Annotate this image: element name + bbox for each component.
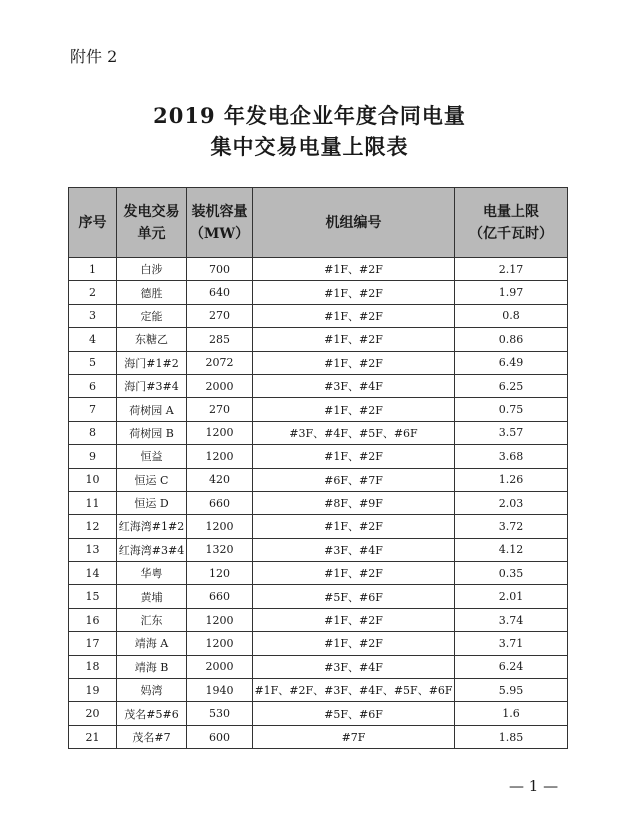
trading-unit-cell: 茂名#7 [117, 725, 187, 748]
table-row [69, 304, 568, 327]
energy-limit-cell: 2.17 [455, 258, 568, 281]
generator-ids-cell: #1F、#2F [253, 398, 455, 421]
trading-unit-cell: 恒益 [117, 445, 187, 468]
row-number-cell: 13 [69, 538, 117, 561]
generator-ids-cell: #6F、#7F [253, 468, 455, 491]
row-number-cell: 1 [69, 258, 117, 281]
energy-limit-cell: 1.6 [455, 702, 568, 725]
energy-limit-cell: 3.72 [455, 515, 568, 538]
trading-unit-cell: 红海湾#3#4 [117, 538, 187, 561]
installed-capacity-cell: 1200 [187, 632, 253, 655]
header-energy-limit-line-1: 电量上限 [483, 203, 539, 220]
row-number-cell: 21 [69, 725, 117, 748]
table-row [69, 468, 568, 491]
trading-unit-cell: 定能 [117, 304, 187, 327]
energy-limit-cell: 3.71 [455, 632, 568, 655]
generator-ids-cell: #1F、#2F [253, 351, 455, 374]
table-row [69, 281, 568, 304]
trading-unit-cell: 靖海 B [117, 655, 187, 678]
row-number-cell: 15 [69, 585, 117, 608]
row-number-cell: 10 [69, 468, 117, 491]
header-trading-unit-line-2: 单元 [137, 225, 166, 242]
generator-ids-cell: #7F [253, 725, 455, 748]
trading-unit-cell: 茂名#5#6 [117, 702, 187, 725]
table-row [69, 679, 568, 702]
header-generator-ids: 机组编号 [253, 188, 455, 258]
trading-unit-cell: 恒运 D [117, 491, 187, 514]
table-row [69, 632, 568, 655]
generator-ids-cell: #1F、#2F [253, 515, 455, 538]
energy-limit-cell: 0.86 [455, 328, 568, 351]
energy-limit-cell: 1.85 [455, 725, 568, 748]
table-row [69, 585, 568, 608]
installed-capacity-cell: 2072 [187, 351, 253, 374]
energy-limit-cell: 2.03 [455, 491, 568, 514]
installed-capacity-cell: 660 [187, 585, 253, 608]
generator-ids-cell: #3F、#4F [253, 374, 455, 397]
trading-unit-cell: 红海湾#1#2 [117, 515, 187, 538]
trading-unit-cell: 德胜 [117, 281, 187, 304]
generator-ids-cell: #3F、#4F [253, 538, 455, 561]
row-number-cell: 18 [69, 655, 117, 678]
energy-limit-cell: 3.74 [455, 608, 568, 631]
header-capacity-line-1: 装机容量 [191, 203, 248, 220]
table-body [69, 258, 568, 749]
row-number-cell: 17 [69, 632, 117, 655]
installed-capacity-cell: 530 [187, 702, 253, 725]
installed-capacity-cell: 600 [187, 725, 253, 748]
energy-limit-cell: 0.75 [455, 398, 568, 421]
energy-limit-cell: 5.95 [455, 679, 568, 702]
installed-capacity-cell: 1940 [187, 679, 253, 702]
installed-capacity-cell: 2000 [187, 374, 253, 397]
generator-ids-cell: #1F、#2F [253, 608, 455, 631]
generator-ids-cell: #1F、#2F [253, 304, 455, 327]
energy-limit-cell: 6.24 [455, 655, 568, 678]
generator-ids-cell: #1F、#2F [253, 281, 455, 304]
generator-ids-cell: #1F、#2F、#3F、#4F、#5F、#6F [253, 679, 455, 702]
header-energy-limit-line-2: （亿千瓦时） [469, 225, 553, 242]
attachment-label: 附件 2 [70, 47, 118, 66]
trading-unit-cell: 东糖乙 [117, 328, 187, 351]
installed-capacity-cell: 285 [187, 328, 253, 351]
installed-capacity-cell: 640 [187, 281, 253, 304]
energy-limit-cell: 2.01 [455, 585, 568, 608]
generator-ids-cell: #1F、#2F [253, 328, 455, 351]
row-number-cell: 3 [69, 304, 117, 327]
generator-ids-cell: #3F、#4F [253, 655, 455, 678]
energy-limit-cell: 0.35 [455, 562, 568, 585]
header-trading-unit [117, 188, 187, 258]
table-row [69, 608, 568, 631]
generator-ids-cell: #5F、#6F [253, 702, 455, 725]
trading-unit-cell: 汇东 [117, 608, 187, 631]
generator-ids-cell: #3F、#4F、#5F、#6F [253, 421, 455, 444]
header-energy-limit [455, 188, 568, 258]
installed-capacity-cell: 270 [187, 398, 253, 421]
row-number-cell: 12 [69, 515, 117, 538]
table-row [69, 491, 568, 514]
table-row [69, 725, 568, 748]
generator-ids-cell: #1F、#2F [253, 632, 455, 655]
row-number-cell: 2 [69, 281, 117, 304]
installed-capacity-cell: 1320 [187, 538, 253, 561]
energy-limit-cell: 6.25 [455, 374, 568, 397]
installed-capacity-cell: 660 [187, 491, 253, 514]
table-row [69, 445, 568, 468]
table-row [69, 421, 568, 444]
row-number-cell: 9 [69, 445, 117, 468]
table-row [69, 374, 568, 397]
generator-ids-cell: #8F、#9F [253, 491, 455, 514]
trading-unit-cell: 海门#3#4 [117, 374, 187, 397]
installed-capacity-cell: 1200 [187, 515, 253, 538]
installed-capacity-cell: 2000 [187, 655, 253, 678]
installed-capacity-cell: 1200 [187, 421, 253, 444]
energy-limit-cell: 3.57 [455, 421, 568, 444]
header-trading-unit-line-1: 发电交易 [123, 203, 180, 220]
trading-unit-cell: 海门#1#2 [117, 351, 187, 374]
row-number-cell: 8 [69, 421, 117, 444]
trading-unit-cell: 荷树园 B [117, 421, 187, 444]
table-row [69, 328, 568, 351]
trading-unit-cell: 黄埔 [117, 585, 187, 608]
energy-limit-cell: 1.97 [455, 281, 568, 304]
table-row [69, 351, 568, 374]
table-row [69, 562, 568, 585]
table-row [69, 702, 568, 725]
trading-unit-cell: 荷树园 A [117, 398, 187, 421]
trading-unit-cell: 妈湾 [117, 679, 187, 702]
row-number-cell: 19 [69, 679, 117, 702]
trading-unit-cell: 靖海 A [117, 632, 187, 655]
row-number-cell: 14 [69, 562, 117, 585]
generator-ids-cell: #1F、#2F [253, 562, 455, 585]
header-capacity [187, 188, 253, 258]
energy-limit-cell: 6.49 [455, 351, 568, 374]
document-title-line-2: 集中交易电量上限表 [210, 134, 409, 159]
row-number-cell: 4 [69, 328, 117, 351]
row-number-cell: 7 [69, 398, 117, 421]
header-capacity-line-2: （MW） [189, 225, 250, 242]
generator-ids-cell: #5F、#6F [253, 585, 455, 608]
page-number: — 1 — [509, 777, 559, 795]
table-row [69, 398, 568, 421]
installed-capacity-cell: 1200 [187, 608, 253, 631]
table-row [69, 258, 568, 281]
trading-unit-cell: 华粤 [117, 562, 187, 585]
trading-unit-cell: 恒运 C [117, 468, 187, 491]
table-row [69, 655, 568, 678]
document-title-line-1: 2019 年发电企业年度合同电量 [153, 103, 466, 128]
installed-capacity-cell: 420 [187, 468, 253, 491]
installed-capacity-cell: 700 [187, 258, 253, 281]
energy-limit-cell: 1.26 [455, 468, 568, 491]
trading-limit-table [68, 187, 568, 749]
generator-ids-cell: #1F、#2F [253, 258, 455, 281]
row-number-cell: 6 [69, 374, 117, 397]
header-seq: 序号 [69, 188, 117, 258]
installed-capacity-cell: 1200 [187, 445, 253, 468]
energy-limit-cell: 3.68 [455, 445, 568, 468]
energy-limit-cell: 0.8 [455, 304, 568, 327]
row-number-cell: 20 [69, 702, 117, 725]
generator-ids-cell: #1F、#2F [253, 445, 455, 468]
installed-capacity-cell: 120 [187, 562, 253, 585]
table-header-row [69, 188, 568, 258]
table-row [69, 515, 568, 538]
trading-unit-cell: 白涉 [117, 258, 187, 281]
row-number-cell: 16 [69, 608, 117, 631]
energy-limit-cell: 4.12 [455, 538, 568, 561]
row-number-cell: 5 [69, 351, 117, 374]
installed-capacity-cell: 270 [187, 304, 253, 327]
row-number-cell: 11 [69, 491, 117, 514]
table-row [69, 538, 568, 561]
